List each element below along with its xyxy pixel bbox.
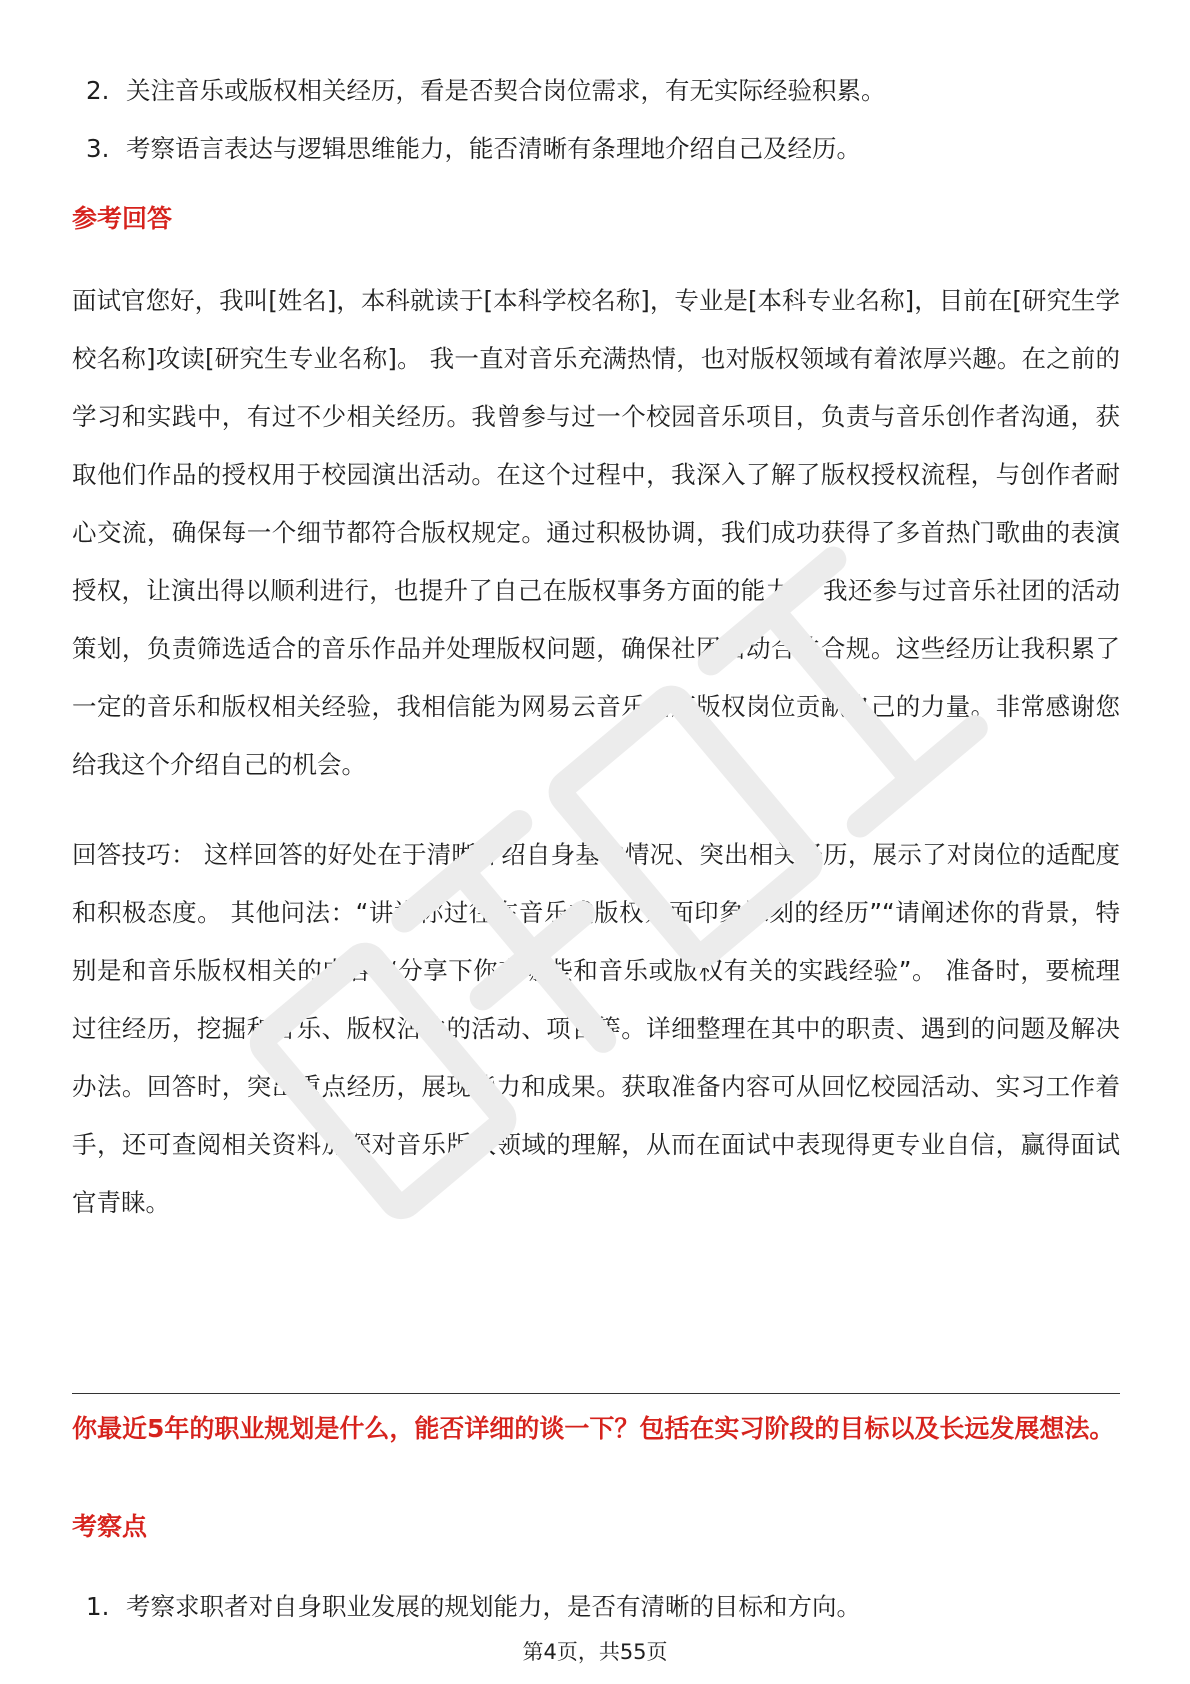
list-item [86,62,1120,120]
list-item-text: 关注音乐或版权相关经历，看是否契合岗位需求，有无实际经验积累。 [126,76,886,105]
question-heading: 你最近5年的职业规划是什么，能否详细的谈一下？包括在实习阶段的目标以及长远发展想法。 [72,1414,1115,1443]
inspection-heading: 考察点 [72,1512,148,1541]
inspection-points-top [72,62,1120,178]
list-item [86,1578,861,1636]
reference-answer-heading: 参考回答 [72,204,173,233]
main-content [72,62,1120,1232]
inspection-points-bottom [72,1578,861,1636]
list-item-text: 考察求职者对自身职业发展的规划能力，是否有清晰的目标和方向。 [126,1592,861,1621]
list-item-text: 考察语言表达与逻辑思维能力，能否清晰有条理地介绍自己及经历。 [126,134,861,163]
list-item-number: 1. [86,1592,110,1621]
page-footer: 第4页，共55页 [522,1640,668,1664]
reference-answer-text: 面试官您好，我叫[姓名]，本科就读于[本科学校名称]，专业是[本科专业名称]，目前在[研究生学校名称]攻读[研究生专业名称]。 我一直对音乐充满热情，也对版权领域有着浓厚兴趣。在之前的学习和实践中，有过不少相关经历。我曾参与过一个校园音乐项目，负责与音乐创作者沟通，获取他们作品的授权用于校园演出活动。在这个过程中，我深入了解了版权授权流程，与创作者耐心交流，确保每一个细节都符合版权规定。通过积极协调，我们成功获得了多首热门歌曲的表演授权，让演出得以顺利进行，也提升了自己在版权事务方面的能力。 我还参与过音乐社团的活动策划，负责筛选适合的音乐作品并处理版权问题，确保社团活动合法合规。这些经历让我积累了一定的音乐和版权相关经验，我相信能为网易云音乐曲库版权岗位贡献自己的力量。非常感谢您给我这个介绍自己的机会。 [72,286,1120,779]
section-divider [72,1393,1120,1394]
list-item-number: 2. [86,76,110,105]
list-item-number: 3. [86,134,110,163]
answer-tips-text: 回答技巧： 这样回答的好处在于清晰介绍自身基本情况、突出相关经历，展示了对岗位的适配度和积极态度。 其他问法：“讲讲你过往在音乐或版权方面印象深刻的经历”“请阐述你的背景，特别是和音乐版权相关的内容”“分享下你有哪些和音乐或版权有关的实践经验”。 准备时，要梳理过往经历，挖掘和音乐、版权沾边的活动、项目等。详细整理在其中的职责、遇到的问题及解决办法。回答时，突出重点经历，展现能力和成果。获取准备内容可从回忆校园活动、实习工作着手，还可查阅相关资料加深对音乐版权领域的理解，从而在面试中表现得更专业自信，赢得面试官青睐。 [72,840,1120,1217]
list-item [86,120,1120,178]
